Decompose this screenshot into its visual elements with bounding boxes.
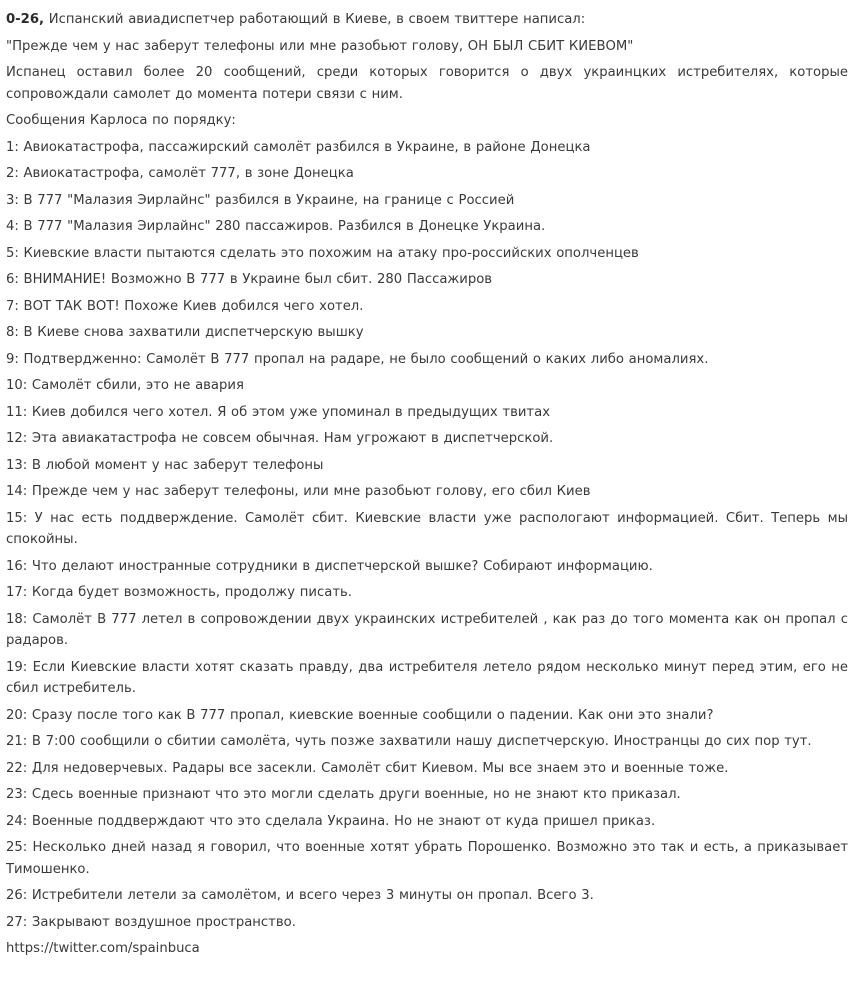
message-list	[6, 137, 848, 934]
message-item: 8: В Киеве снова захватили диспетчерскую вышку	[6, 325, 364, 340]
quote-paragraph: "Прежде чем у нас заберут телефоны или мне разобьют голову, ОН БЫЛ СБИТ КИЕВОМ"	[6, 38, 634, 54]
message-item: 2: Авиокатастрофа, самолёт 777, в зоне Донецка	[6, 166, 354, 181]
message-item: 15: У нас есть поддверждение. Самолёт сбит. Киевские власти уже распологают информацией. Сбит. Теперь мы спокойны.	[6, 510, 848, 547]
message-item: 3: В 777 "Малазия Эирлайнс" разбился в Украине, на границе с Россией	[6, 192, 515, 208]
article-body	[6, 9, 848, 965]
lead-text: Испанский авиадиспетчер работающий в Киеве, в своем твиттере написал:	[44, 12, 586, 27]
message-item: 25: Несколько дней назад я говорил, что военные хотят убрать Порошенко. Возможно это так и есть, а приказывает Тимошенко.	[6, 840, 848, 877]
message-item: 10: Самолёт сбили, это не авария	[6, 378, 244, 393]
list-heading: Сообщения Карлоса по порядку:	[6, 113, 236, 128]
message-item: 4: В 777 "Малазия Эирлайнс" 280 пассажиров. Разбился в Донецке Украина.	[6, 219, 546, 234]
intro-paragraph	[6, 9, 848, 31]
message-item: 23: Сдесь военные признают что это могли сделать други военные, но не знают кто приказал.	[6, 787, 681, 802]
message-item: 18: Самолёт В 777 летел в сопровождении двух украинских истребителей , как раз до того момента как он пропал с радаров.	[6, 611, 848, 648]
message-item: 17: Когда будет возможность, продолжу писать.	[6, 585, 352, 600]
summary-paragraph: Испанец оставил более 20 сообщений, среди которых говорится о двух украинцких истребителях, которые сопровождали самолет до момента потери связи с ним.	[6, 65, 848, 102]
message-item: 14: Прежде чем у нас заберут телефоны, или мне разобьют голову, его сбил Киев	[6, 484, 591, 499]
message-item: 7: ВОТ ТАК ВОТ! Похоже Киев добился чего хотел.	[6, 298, 364, 314]
message-item: 1: Авиокатастрофа, пассажирский самолёт разбился в Украине, в районе Донецка	[6, 139, 591, 155]
message-item: 9: Подтвердженно: Самолёт В 777 пропал на радаре, не было сообщений о каких либо аномалиях.	[6, 351, 709, 367]
source-link[interactable]: https://twitter.com/spainbuca	[6, 941, 200, 956]
message-item: 26: Истребители летели за самолётом, и всего через 3 минуты он пропал. Всего 3.	[6, 888, 594, 903]
message-item: 5: Киевские власти пытаются сделать это похожим на атаку про-российских ополченцев	[6, 245, 639, 261]
message-item: 21: В 7:00 сообщили о сбитии самолёта, чуть позже захватили нашу диспетчерскую. Иностранцы до сих пор тут.	[6, 734, 812, 749]
message-item: 11: Киев добился чего хотел. Я об этом уже упоминал в предыдущих твитах	[6, 404, 551, 420]
source-paragraph	[6, 938, 848, 960]
message-item: 24: Военные поддверждают что это сделала Украина. Но не знают от куда пришел приказ.	[6, 813, 656, 829]
message-item: 20: Сразу после того как В 777 пропал, киевские военные сообщили о падении. Как они это знали?	[6, 707, 714, 723]
message-item: 16: Что делают иностранные сотрудники в диспетчерской вышке? Собирают информацию.	[6, 558, 653, 574]
message-item: 19: Если Киевские власти хотят сказать правду, два истребителя летело рядом несколько минут перед этим, его не сбил истребитель.	[6, 659, 848, 696]
message-item: 6: ВНИМАНИЕ! Возможно В 777 в Украине был сбит. 280 Пассажиров	[6, 272, 493, 287]
message-item: 12: Эта авиакатастрофа не совсем обычная. Нам угрожают в диспетчерской.	[6, 431, 554, 446]
message-item: 13: В любой момент у нас заберут телефоны	[6, 457, 324, 473]
message-item: 27: Закрывают воздушное пространство.	[6, 914, 296, 930]
message-item: 22: Для недоверчевых. Радары все засекли. Самолёт сбит Киевом. Мы все знаем это и военные тоже.	[6, 760, 729, 776]
lead-number: 0-26,	[6, 12, 45, 27]
